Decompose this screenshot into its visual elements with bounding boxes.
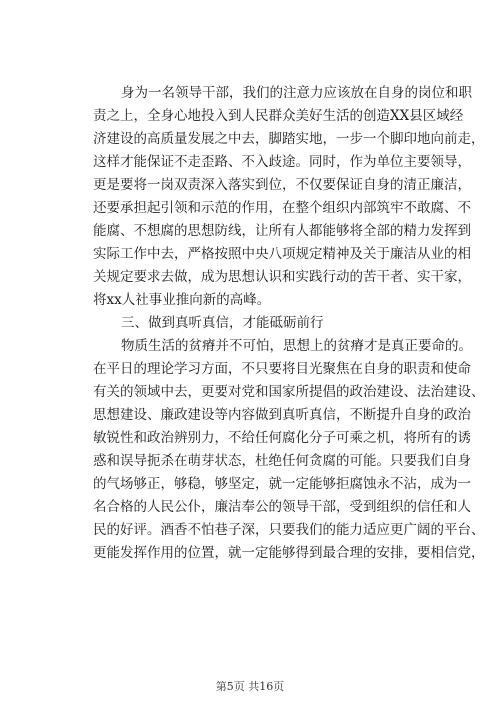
section-heading: 三、做到真听真信，才能砥砺前行: [121, 315, 324, 331]
paragraph-line: 关规定要求去做，成为思想认识和实践行动的苦干者、实干家，: [93, 269, 471, 285]
page-number: 第5页 共16页: [215, 680, 285, 693]
paragraph-line: 能腐、不想腐的思想防线，让所有人都能够将全部的精力发挥到: [93, 223, 471, 239]
paragraph-line: 的气场够正，够稳，够坚定，就一定能够拒腐蚀永不沾，成为一: [93, 476, 471, 492]
paragraph-line: 思想建设、廉政建设等内容做到真听真信，不断提升自身的政治: [93, 407, 471, 423]
paragraph-line: 名合格的人民公仆，廉洁奉公的领导干部，受到组织的信任和人: [93, 499, 471, 515]
paragraph-line: 身为一名领导干部，我们的注意力应该放在自身的岗位和职: [121, 85, 472, 101]
paragraph-line: 还要承担起引领和示范的作用，在整个组织内部筑牢不敢腐、不: [93, 200, 471, 216]
paragraph-line: 民的好评。酒香不怕巷子深，只要我们的能力适应更广阔的平台、: [93, 522, 485, 538]
paragraph-line: 责之上，全身心地投入到人民群众美好生活的创造XX县区域经: [93, 108, 464, 124]
body-text: [93, 82, 485, 565]
paragraph-line: 实际工作中去，严格按照中央八项规定精神及关于廉洁从业的相: [93, 246, 471, 262]
paragraph-line: 将xx人社事业推向新的高峰。: [93, 292, 271, 308]
paragraph-line: 物质生活的贫瘠并不可怕，思想上的贫瘠才是真正要命的。: [121, 338, 472, 354]
paragraph-line: 济建设的高质量发展之中去，脚踏实地，一步一个脚印地向前走，: [93, 131, 485, 147]
paragraph-line: 敏锐性和政治辨别力，不给任何腐化分子可乘之机，将所有的诱: [93, 430, 471, 446]
paragraph-line: 更能发挥作用的位置，就一定能够得到最合理的安排，要相信党，: [93, 545, 485, 561]
paragraph-line: 惑和误导扼杀在萌芽状态，杜绝任何贪腐的可能。只要我们自身: [93, 453, 471, 469]
paragraph-line: 在平日的理论学习方面，不只要将目光聚焦在自身的职责和使命: [93, 361, 471, 377]
paragraph-line: 这样才能保证不走歪路、不入歧途。同时，作为单位主要领导，: [93, 154, 471, 170]
paragraph-line: 有关的领域中去，更要对党和国家所提倡的政治建设、法治建设、: [93, 384, 485, 400]
paragraph-line: 更是要将一岗双责深入落实到位，不仅要保证自身的清正廉洁，: [93, 177, 471, 193]
